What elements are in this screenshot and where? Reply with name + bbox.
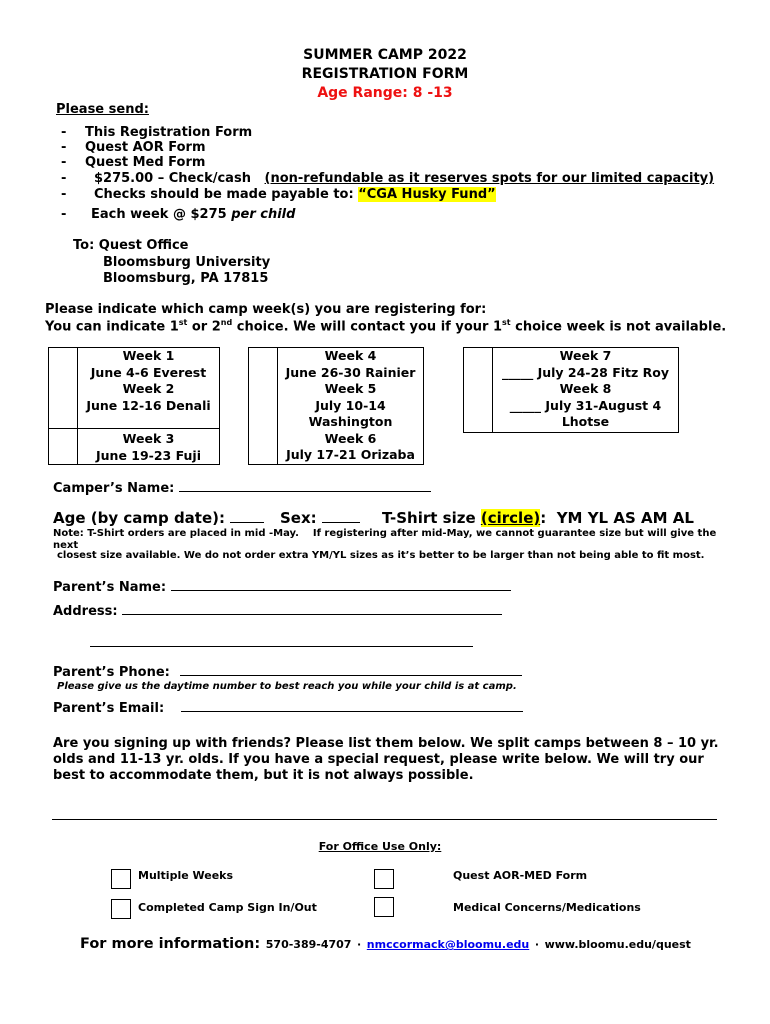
age-field[interactable] [230, 511, 264, 523]
title-line-2: REGISTRATION FORM [301, 66, 469, 82]
footer-label: For more information [80, 936, 255, 952]
week-1-2-cell [78, 348, 220, 429]
tshirt-row [382, 509, 694, 527]
address-field-2[interactable] [90, 635, 473, 647]
checks-payable-label: Checks should be made payable to: [94, 187, 354, 202]
camper-name-row [53, 480, 431, 496]
send-item-aor-form: Quest AOR Form [85, 140, 206, 155]
footer-colon: : [254, 936, 261, 952]
camper-name-field[interactable] [179, 480, 431, 492]
tshirt-note-a: Note: T-Shirt orders are placed in mid -May. [53, 528, 299, 539]
send-item-med-form: Quest Med Form [85, 155, 206, 170]
bullet-dash: - [61, 171, 67, 186]
week-6-label: Week 6 [324, 430, 377, 446]
tshirt-note-line-1 [53, 528, 716, 539]
multiple-weeks-checkbox[interactable] [111, 869, 131, 889]
bullet-dash: - [61, 187, 67, 202]
weekly-price: Each week @ $275 [91, 207, 227, 222]
tshirt-colon: : [540, 509, 547, 527]
fund-name: “CGA Husky Fund” [358, 187, 496, 202]
footer [80, 933, 691, 952]
office-use-heading: For Office Use Only: [318, 840, 442, 853]
week-4-6-cell [278, 348, 424, 465]
send-item-checks [94, 187, 496, 202]
parent-phone-row [53, 664, 522, 680]
week-3-checkbox[interactable] [49, 429, 78, 465]
multiple-weeks-label: Multiple Weeks [138, 869, 234, 882]
address-field-1[interactable] [122, 603, 502, 615]
footer-email-link[interactable]: nmccormack@bloomu.edu [366, 938, 530, 951]
week-2-dates: June 12-16 Denali [86, 397, 211, 413]
friends-line-3: best to accommodate them, but it is not always possible. [53, 768, 474, 783]
please-send-heading: Please send: [56, 102, 149, 117]
week-7-8-checkbox[interactable] [464, 348, 493, 433]
tshirt-note-next: next [53, 540, 79, 551]
title-line-1: SUMMER CAMP 2022 [303, 47, 467, 63]
week-7-label: Week 7 [559, 348, 612, 363]
week-7-8-cell [493, 348, 679, 433]
age-row [53, 509, 264, 527]
bullet-dash: - [61, 207, 67, 222]
send-item-weekly-price [91, 207, 295, 222]
sex-field[interactable] [322, 511, 360, 523]
sign-in-out-label: Completed Camp Sign In/Out [138, 901, 317, 914]
parent-phone-label: Parent’s Phone: [53, 665, 170, 680]
mail-to: To: Quest Office [73, 238, 189, 253]
week-2-label: Week 2 [122, 381, 175, 396]
parent-email-label: Parent’s Email: [53, 701, 165, 716]
parent-name-row [53, 579, 511, 595]
tshirt-label: T-Shirt size [382, 509, 476, 527]
bullet-dash: - [61, 140, 67, 155]
week-6-dates: July 17-21 Orizaba [286, 447, 415, 462]
send-item-registration-form: This Registration Form [85, 125, 253, 140]
friends-response-line[interactable] [52, 819, 717, 820]
aor-med-label: Quest AOR-MED Form [453, 869, 588, 882]
weeks-table-2 [248, 347, 424, 465]
week-4-label: Week 4 [324, 348, 377, 363]
tshirt-note-b: If registering after mid-May, we cannot guarantee size but will give the [312, 528, 717, 539]
medical-checkbox[interactable] [374, 897, 394, 917]
weeks-table-3 [463, 347, 679, 433]
weeks-choice-instruction: You can indicate 1st or 2nd choice. We will contact you if your 1st choice week is not available. [45, 318, 727, 335]
medical-label: Medical Concerns/Medications [453, 901, 641, 914]
week-1-label: Week 1 [122, 348, 175, 363]
week-4-6-checkbox[interactable] [249, 348, 278, 465]
parent-email-row [53, 700, 523, 716]
address-row [53, 603, 502, 619]
weeks-table-1 [48, 347, 220, 465]
parent-name-field[interactable] [171, 579, 511, 591]
age-label: Age (by camp date): [53, 509, 225, 527]
week-5-label: Week 5 [324, 381, 377, 396]
week-8-label: Week 8 [559, 381, 612, 396]
footer-separator: · [534, 938, 539, 951]
sign-in-out-checkbox[interactable] [111, 899, 131, 919]
parent-email-field[interactable] [181, 700, 523, 712]
week-8-dates: _____ July 31-August 4 [509, 397, 662, 413]
phone-note: Please give us the daytime number to best reach you while your child is at camp. [57, 681, 517, 692]
payment-amount: $275.00 – Check/cash [94, 171, 251, 186]
week-8-place: Lhotse [561, 414, 610, 429]
bullet-dash: - [61, 125, 67, 140]
friends-line-1: Are you signing up with friends? Please list them below. We split camps between 8 – 10 yr. [53, 736, 719, 751]
address-label: Address: [53, 604, 118, 619]
week-1-dates: June 4-6 Everest [90, 364, 207, 380]
parent-phone-field[interactable] [180, 664, 522, 676]
week-1-2-checkbox[interactable] [49, 348, 78, 429]
tshirt-note-line-2: closest size available. We do not order extra YM/YL sizes as it’s better to be larger than not being able to fit most. [57, 550, 705, 561]
weeks-instruction: Please indicate which camp week(s) you are registering for: [45, 302, 487, 317]
sex-label: Sex: [280, 509, 317, 527]
circle-instruction: (circle) [480, 509, 541, 527]
aor-med-checkbox[interactable] [374, 869, 394, 889]
week-3-cell [78, 429, 220, 465]
week-5-place: Washington [308, 414, 393, 429]
send-item-payment [94, 171, 714, 186]
week-5-dates: July 10-14 [315, 397, 386, 413]
parent-name-label: Parent’s Name: [53, 580, 167, 595]
per-child: per child [231, 207, 296, 222]
week-4-dates: June 26-30 Rainier [285, 364, 416, 380]
footer-website[interactable]: www.bloomu.edu/quest [544, 938, 691, 951]
week-7-dates: _____ July 24-28 Fitz Roy [501, 364, 670, 380]
week-3-dates: June 19-23 Fuji [96, 447, 201, 463]
age-range: Age Range: 8 -13 [317, 85, 453, 101]
bullet-dash: - [61, 155, 67, 170]
mail-address-line-2: Bloomsburg, PA 17815 [103, 271, 269, 286]
camper-name-label: Camper’s Name: [53, 481, 175, 496]
sex-row [280, 509, 360, 527]
tshirt-sizes[interactable]: YM YL AS AM AL [556, 509, 694, 527]
footer-phone: 570-389-4707 [265, 938, 352, 951]
footer-separator: · [357, 938, 362, 951]
nonrefundable-note: (non-refundable as it reserves spots for our limited capacity) [264, 171, 715, 186]
week-3-label: Week 3 [122, 431, 175, 446]
mail-address-line-1: Bloomsburg University [103, 255, 271, 270]
friends-line-2: olds and 11-13 yr. olds. If you have a special request, please write below. We will try our [53, 752, 704, 767]
